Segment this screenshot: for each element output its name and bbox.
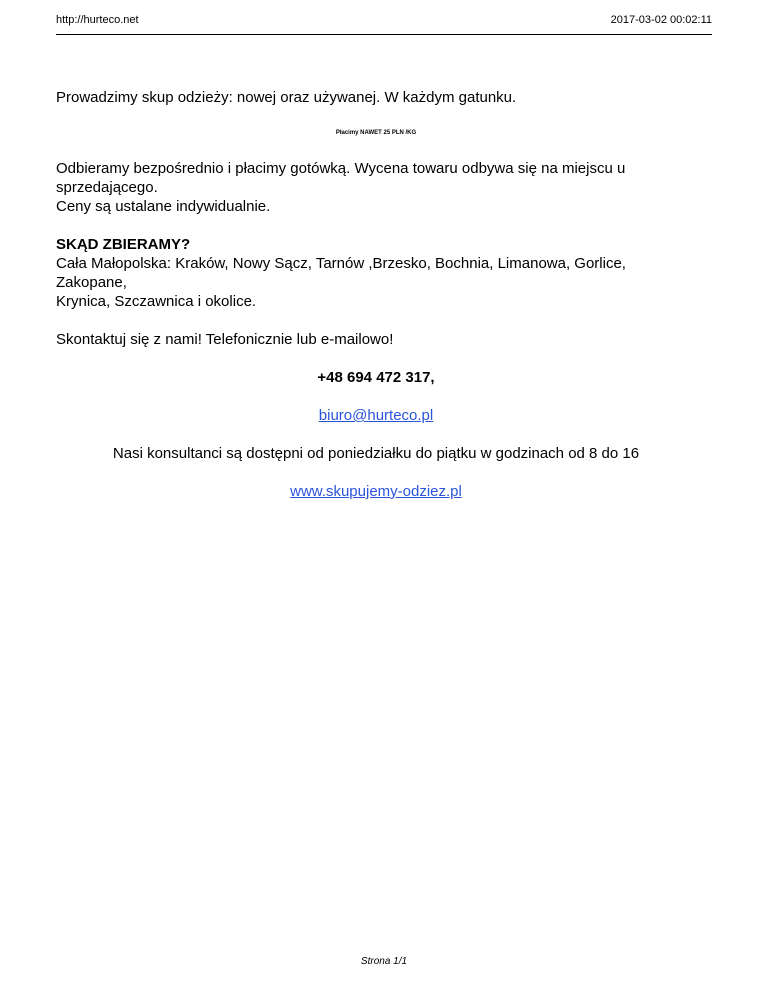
- where-heading: SKĄD ZBIERAMY?: [56, 236, 191, 253]
- where-block: [56, 235, 696, 311]
- page-footer: Strona 1/1: [360, 956, 408, 967]
- main-content: [56, 88, 696, 501]
- receive-block: [56, 159, 696, 216]
- header-url: http://hurteco.net: [56, 14, 139, 26]
- hours-text: Nasi konsultanci są dostępni od poniedziałku do piątku w godzinach od 8 do 16: [112, 445, 640, 462]
- email-link[interactable]: biuro@hurteco.pl: [318, 407, 434, 424]
- header-datetime: 2017-03-02 00:02:11: [610, 14, 712, 26]
- receive-text-2: Ceny są ustalane indywidualnie.: [56, 198, 271, 215]
- receive-text-1: Odbieramy bezpośrednio i płacimy gotówką. Wycena towaru odbywa się na miejscu u sprzedającego.: [56, 160, 626, 196]
- website-link[interactable]: www.skupujemy-odziez.pl: [290, 483, 462, 500]
- email-paragraph: [56, 406, 696, 425]
- contact-prompt: Skontaktuj się z nami! Telefonicznie lub e-mailowo!: [56, 331, 394, 348]
- intro-text: Prowadzimy skup odzieży: nowej oraz używanej. W każdym gatunku.: [56, 89, 517, 106]
- price-note: Płacimy NAWET 25 PLN /KG: [335, 130, 417, 136]
- phone-number: +48 694 472 317,: [317, 369, 435, 386]
- where-text-2: Krynica, Szczawnica i okolice.: [56, 293, 257, 310]
- where-text-1: Cała Małopolska: Kraków, Nowy Sącz, Tarnów ,Brzesko, Bochnia, Limanowa, Gorlice, Zakopane,: [56, 255, 626, 291]
- website-paragraph: [56, 482, 696, 501]
- page-header: [56, 10, 712, 35]
